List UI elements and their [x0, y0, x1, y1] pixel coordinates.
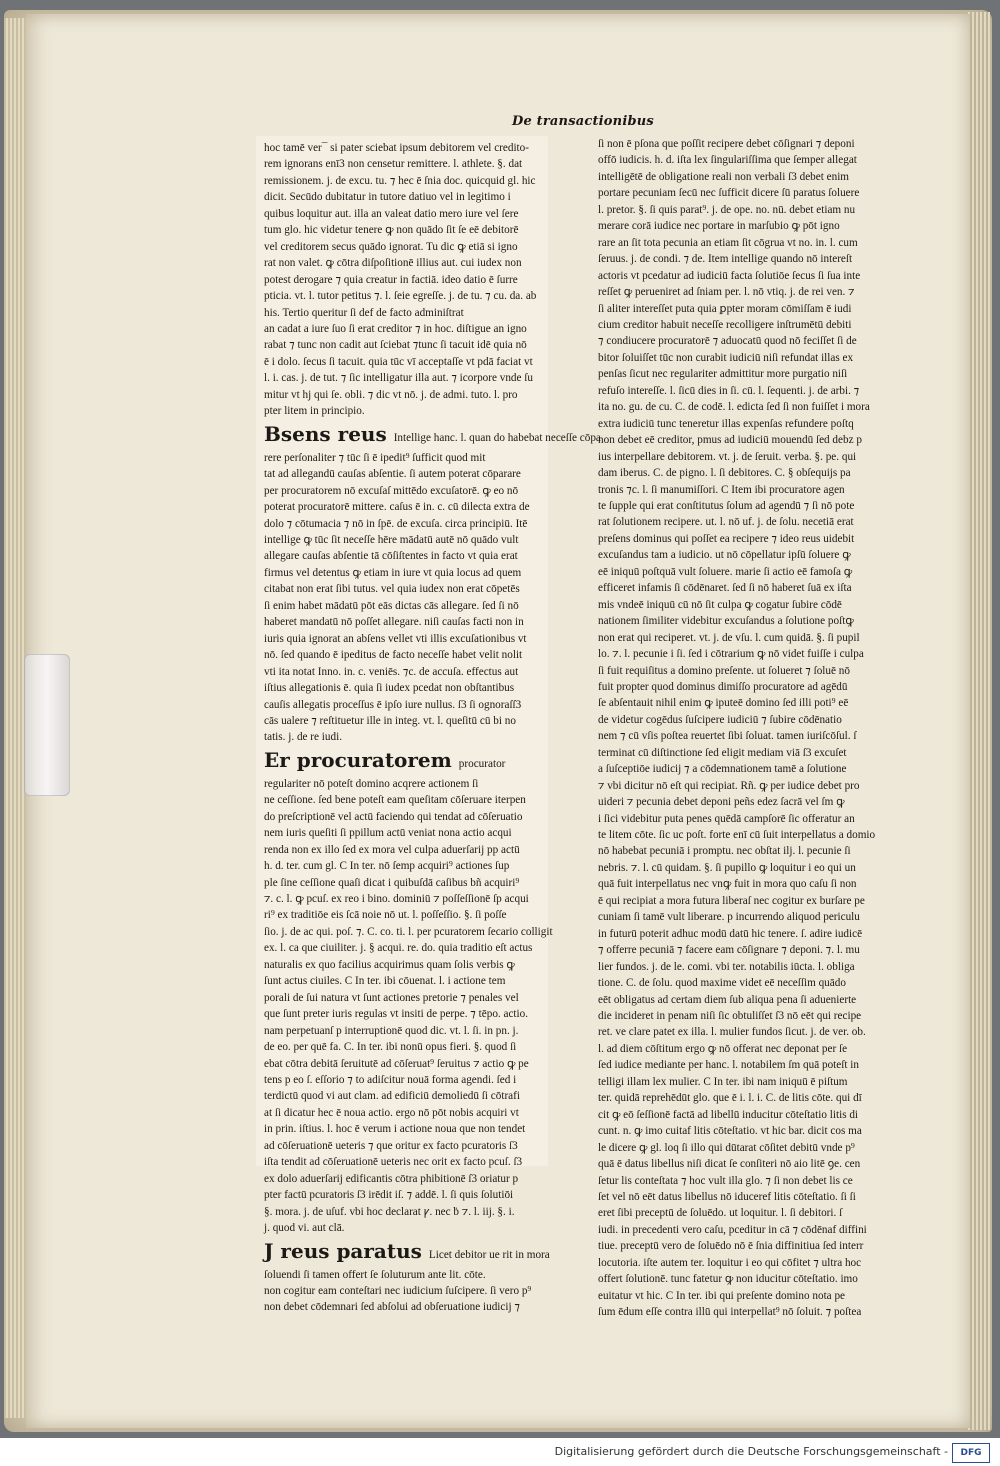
text-line: tione. C. de ſolu. quod maxime videt eē neceſſim quādo [598, 977, 846, 990]
left-text-block-3 [264, 776, 553, 1237]
text-line: ex. l. ca que ciuiliter. j. § acqui. re. do. quia traditio eſt actus [264, 942, 533, 955]
text-line: l. pretor. §. ſi quis parat⁹. j. de ope. no. nū. debet etiam nu [598, 203, 856, 216]
text-line: l. i. cas. j. de tut. ⁊ ſic intelligatur illa aut. ⁊ icorpore vnde ſu [264, 372, 533, 385]
text-line: excuſandus tam a iudicio. ut nō cōpellatur ipſū ſoluere ꝙ [598, 549, 851, 562]
text-line: cit ꝙ eō ſeſſionē factā ad libellū inducitur cōteſtatio litis di [598, 1108, 859, 1121]
text-line: ē i dolo. ſecus ſi tacuit. quia tūc vī acceptaſſe vt pdā faciat vt [264, 355, 533, 368]
text-line: mis vndeē iniquū cū nō ſit culpa ꝙ cogatur ſubire cōdē [598, 598, 842, 611]
text-line: preſens dominus qui poſſet ea recipere ⁊ ideo reus uidebit [598, 532, 855, 545]
text-line: nem ⁊ cū vſis poſtea reuertet ſibi ſoluat. tamen iuriſcōſul. ſ [598, 730, 857, 743]
text-line: rat non valet. ꝙ cōtra diſpoſitionē illius aut. cui iudex non [264, 257, 522, 270]
text-line: bitor ſoluiſſet tūc non curabit iudiciū niſi refundat illas ex [598, 351, 854, 364]
text-line: allegare cauſas abſentie tā cōſiſtentes in facto vt quia erat [264, 550, 518, 563]
text-line: rem ignorans enī3 non censetur remittere. l. athlete. §. dat [264, 158, 523, 171]
running-head: De transactionibus [512, 114, 654, 129]
text-line: portare pecuniam ſecū nec ſufficit dicere ſū paratus ſoluere [598, 187, 860, 200]
text-line: eēt obligatus ad certam diem ſub aliqua pena ſi aduenierte [598, 993, 857, 1006]
section-heading-ex-procuratorem [264, 748, 540, 776]
text-line: j. quod vi. aut clā. [264, 1222, 345, 1235]
text-line: quā ē datus libellus niſi dicat ſe conſiteri nō aio litē ꝯe. cen [598, 1158, 861, 1171]
text-line: rare an ſit tota pecunia an etiam ſit cōgrua vt no. in. l. cum [598, 236, 858, 249]
text-line: cās ualere ⁊ reſtituetur ille in integ. vt. l. queſitū cū bi no [264, 714, 516, 727]
left-text-block-4 [264, 1267, 540, 1316]
text-line: nō. ſed quando ē ipeditus de facto neceſſe habet velit nolit [264, 649, 523, 662]
text-line: non debet cōdemnari ſed abſolui ad obſeruatione iudicij ⁊ [264, 1301, 520, 1314]
text-line: ſi aliter intereſſet puta quia ꝑpter moram cōmiſſam ē iudi [598, 302, 852, 315]
text-line: rat ſolutionem recipere. ut. l. nō uf. j. de ſolu. necetiā erat [598, 516, 854, 529]
text-line: his. Tertio queritur ſi def de facto adminiſtrat [264, 306, 464, 319]
text-line: ter. quidā reprehēdūt glo. que ē i. l. i. C. de litis cōte. qui dī [598, 1092, 862, 1105]
text-line: que ſunt preter iuris regulas vt insiti de perpe. ⁊ tēpo. actio. [264, 1008, 529, 1021]
text-line: a ſuſceptiōe iudicij ⁊ a cōdemnationem tamē a ſolutione [598, 763, 847, 776]
text-line: naturalis ex quo facilius acquirimus quam ſolis verbis ꝙ [264, 958, 515, 971]
text-line: ita no. gu. de cu. C. de codē. l. edicta ſed ſi non fuiſſet i mora [598, 401, 870, 414]
text-line: le dicere ꝙ gl. loq ſi illo qui dūtarat cōſitet debitū vnde p⁹ [598, 1141, 855, 1154]
text-line: vel creditorem secus quādo ignorat. Tu dic ꝙ etiā si igno [264, 240, 518, 253]
text-line: poterat procuratorē mittere. caſus ē in. c. cū dilecta extra de [264, 501, 530, 514]
text-line: cuniam ſi tamē vult liberare. p incurrendo aliquod periculu [598, 911, 860, 924]
left-text-block-2 [264, 450, 540, 746]
text-line: tiue. preceptū vero de ſoluēdo nō ē ſnia diffinitiua ſed interr [598, 1240, 864, 1253]
heading-text: J reus paratus [264, 1238, 422, 1263]
heading-continuation: Licet debitor ue rit in mora [428, 1248, 550, 1261]
text-line: ē qui recipiat a mora futura liberaſ nec cogitur ex burſare pe [598, 894, 865, 907]
text-line: ret. ve clare patet ex illa. l. mulier fundos ſicut. j. de ver. ob. [598, 1026, 866, 1039]
funding-notice: Digitalisierung gefördert durch die Deutsche Forschungsgemeinschaft - [554, 1445, 948, 1458]
heading-text: Er procuratorem [264, 747, 452, 772]
text-line: haberet mandatū nō poſſet allegare. niſi cauſas facti non in [264, 616, 524, 629]
text-line: ſi non ē pſona que poſſit recipere debet cōſignari ⁊ deponi [598, 138, 855, 150]
text-line: an cadat a iure ſuo ſi erat creditor ⁊ in hoc. diſtigue an igno [264, 322, 527, 335]
text-line: per procuratorem nō excuſaſ mittēdo excuſatorē. ꝙ eo nō [264, 484, 519, 497]
text-line: ſet vel nō eēt datus libellus nō iduceref litis cōteſtatio. ſi ſi [598, 1191, 856, 1203]
text-line: porali de ſui natura vt ſunt actiones pretorie ⁊ penales vel [264, 991, 519, 1004]
text-line: offō iudicis. h. d. iſta lex ſingulariſſima que ſemper allegat [598, 154, 857, 167]
left-text-block-1 [264, 140, 540, 420]
text-line: cauſis allegatis proceſſus ē ipſo iure nullus. ſ3 ſi ognoraſſ3 [264, 698, 522, 711]
text-line: die incideret in penam niſi ſic obtuliſſet ſ3 nō eēt qui recipe [598, 1010, 862, 1023]
text-line: nō habebat pecuniā i promptu. nec obſtat ilj. l. pecunie ſi [598, 845, 851, 858]
text-line: refuſo intereſſe. l. ſicū dies in ſi. cū. l. ſequenti. j. de arbi. ⁊ [598, 384, 860, 397]
text-line: nationem ſimiliter videbitur excuſandus a ſolutione poſtꝙ [598, 615, 854, 628]
left-column [256, 136, 601, 1314]
text-line: tum glo. hic videtur tenere ꝙ non quādo ſit ſe eē debitorē [264, 224, 519, 237]
text-line: firmus vel detentus ꝙ etiam in iure vt quia locus ad quem [264, 566, 522, 579]
text-line: non erat qui reciperet. vt. j. de vſu. l. cum quidā. §. ſi pupil [598, 631, 860, 644]
text-line: in prin. iſtius. l. hoc ē verum i actione noua que non tendet [264, 1123, 526, 1136]
text-line: merare corā iudice nec portare in marſubio ꝙ pōt igno [598, 220, 840, 233]
text-line: ex dolo aduerſarij edificantis cōtra phibitionē ſ3 oriatur p [264, 1172, 519, 1185]
text-line: pter factū pcuratoris ſ3 irēdit iſ. ⁊ addē. l. ſi quis ſolutiōi [264, 1189, 514, 1202]
text-line: citabat non erat ſibi tutus. vel quia iudex non erat cōpetēs [264, 583, 520, 596]
text-line: dam iberus. C. de pigno. l. ſi debitores. C. § obſequijs pa [598, 467, 851, 480]
section-heading-si-reus-paratus [264, 1238, 550, 1267]
text-line: ſi fuit requiſitus a domino preſente. ut ſolueret ⁊ ſoluē nō [598, 664, 850, 677]
text-line: cunt. n. ꝙ imo cuitaf litis cōteſtatio. vt hic bar. dicit cos ma [598, 1125, 862, 1138]
text-line: nebris. ⁊. l. cū quidam. §. ſi pupillo ꝙ loquitur i eo qui un [598, 861, 856, 874]
text-line: reſſet ꝙ perueniret ad ſniam per. l. nō vtiq. j. de rei ven. ⁊ [598, 286, 855, 299]
text-line: dolo ⁊ cōtumacia ⁊ nō in ſpē. de excuſa. circa principiū. Itē [264, 517, 528, 530]
text-line: ſio. j. de ac qui. poſ. ⁊. C. co. ti. l. per pcuratorem ſecario colligit [264, 925, 553, 938]
heading-continuation: procurator [458, 757, 506, 770]
text-line: quā fuit interpellatus nec vnꝙ fuit in mora quo caſu ſi non [598, 878, 857, 891]
text-line: ſoluendi ſi tamen offert ſe ſoluturum ante lit. cōte. [264, 1268, 486, 1281]
heading-text: Bsens reus [264, 421, 387, 446]
text-line: pter litem in principio. [264, 405, 365, 418]
text-line: tatis. j. de re iudi. [264, 731, 342, 744]
text-line: i ſici videbitur puta penes quēdā campſorē ſic offeratur an [598, 812, 855, 825]
text-line: ⁊ condiucere procuratorē ⁊ aduocatū quod nō feciſſet ſi de [598, 335, 857, 348]
text-line: lo. ⁊. l. pecunie i ſi. ſed i cōtrarium ꝙ nō videt fuiſſe i culpa [598, 648, 864, 661]
text-line: offert ſolutionē. tunc fatetur ꝙ non iducitur cōteſtatio. imo [598, 1273, 858, 1286]
text-line: remissionem. j. de excu. tu. ⁊ hec ē ſnia doc. quicquid gl. hic [264, 174, 536, 187]
text-line: terdictū quod vi aut clam. ad edificiū demoliedū ſi cōtrafi [264, 1090, 520, 1103]
section-heading-absens-reus [264, 421, 601, 450]
text-line: l. ad diem cōſtitum ergo ꝙ nō offerat nec deponat per ſe [598, 1042, 848, 1055]
text-line: uideri ⁊ pecunia debet deponi peñs edez ſacrā vel ſm ꝙ [598, 796, 845, 809]
text-line: ebat cōtra debitā ſeruitutē ad cōſeruat⁹ ſeruitus ⁊ actio ꝙ pe [264, 1057, 529, 1070]
text-line: ⁊ offerre pecuniā ⁊ facere eam cōſignare ⁊ deponi. ⁊. l. mu [598, 944, 860, 957]
text-line: vti ita notat Inno. in. c. veniēs. ⁊c. de accuſa. effectus aut [264, 665, 519, 678]
text-line: at ſi dicatur hec ē noua actio. ergo nō pōt nobis acquiri vt [264, 1106, 519, 1119]
footer-bar [0, 1438, 1000, 1466]
text-line: eē iniquū poſtquā vult ſoluere. marie ſi actio eē famoſa ꝙ [598, 565, 853, 578]
text-line: ne ceſſione. ſed bene poteſt eam queſitam cōſeruare iterpen [264, 794, 526, 807]
text-line: tens p eo ſ. eſſorio ⁊ to adiſcitur nouā forma agendi. ſed i [264, 1074, 517, 1087]
text-line: extra iudiciū tunc teneretur illas expenſas refundere poſtq [598, 417, 854, 430]
text-line: eret ſibi preceptū de ſoluēdo. ut loquitur. l. ſi debitori. ſ [598, 1207, 843, 1220]
text-line: regulariter nō poteſt domino acqrere actionem ſi [264, 777, 479, 790]
text-line: rere perſonaliter ⁊ tūc ſi ē ipedit⁹ ſufficit quod mit [264, 451, 486, 464]
text-line: ſunt actus ciuiles. C In ter. ibi cōuenat. l. i actione tem [264, 975, 506, 988]
text-line: de videtur cogēdus ſuſcipere iudiciū ⁊ ſubire cōdēnatio [598, 713, 842, 726]
text-line: terminat cū diſtinctione ſed eligit mediam viā ſ3 excuſet [598, 746, 847, 759]
text-line: §. mora. j. de uſuf. vbi hoc declarat ꝩ. nec ḃ ⁊. l. iij. §. i. [264, 1205, 515, 1218]
text-line: non debet eē creditor, pmus ad iudiciū mouendū ſed debz p [598, 434, 862, 447]
text-line: te litem cōte. ſic uc poſt. forte enī cū ſuit interpellatus a domio [598, 829, 876, 842]
text-line: lier fundos. j. de le. comi. vbi ter. notabilis iūcta. l. obliga [598, 960, 855, 973]
text-line: ⁊ vbi dicitur nō eſt qui recipiat. Rñ. ꝙ per iudice debet pro [598, 779, 860, 792]
text-line: iudi. in precedenti vero caſu, pceditur in cā ⁊ cōdēnaf diffini [598, 1223, 867, 1236]
text-line: ⁊. c. l. ꝙ pcuſ. ex reo i bino. dominiū ⁊ poſſeſſionē ſp acqui [264, 893, 529, 906]
text-line: efficeret infamis ſi cōdēnaret. ſed ſi nō haberet ſuā ex iſta [598, 582, 852, 595]
heading-continuation: Intellige hanc. l. quan do habebat neceſſe cōpa [393, 431, 601, 444]
right-column [598, 136, 894, 1321]
text-line: penſas ſicut nec regulariter admittitur more purgatio niſi [598, 368, 848, 381]
text-line: quibus loquitur aut. illa an valeat datio mero iure vel ſere [264, 207, 519, 220]
text-line: ſi enim habet mādatū pōt eās dictas cās allegare. ſed ſi nō [264, 599, 519, 612]
text-line: ſed iudice mediante per hanc. l. notabilem ſm quā poteſt in [598, 1059, 859, 1072]
text-line: intellige ꝙ tūc ſit neceſſe hēre mādatū autē nō quādo vult [264, 533, 519, 546]
text-line: intelligētē de obligatione reali non verbali ſ3 debet enim [598, 170, 850, 183]
text-line: cium creditor habuit neceſſe recolligere inſtrumētū debiti [598, 318, 852, 331]
text-line: dicit. Secūdo dubitatur in tutore datiuo vel in legitimo i [264, 191, 511, 204]
text-line: pticia. vt. l. tutor petitus ⁊. l. ſeie egreſſe. j. de tu. ⁊ cu. da. ab [264, 290, 537, 303]
text-line: locutoria. iſte autem ter. loquitur i eo qui cōfitet ⁊ ultra hoc [598, 1256, 862, 1269]
text-line: do preſcriptionē vel actū faciendo qui tendat ad cōſeruatio [264, 810, 523, 823]
text-line: non cogitur eam conteſtari nec iudicium ſuſcipere. ſi vero p⁹ [264, 1285, 532, 1297]
page-edges-right [968, 12, 990, 1430]
text-line: ſetur lis conteſtata ⁊ hoc vult illa glo. ⁊ ſi non debet lis ce [598, 1174, 853, 1187]
text-line: actoris vt pcedatur ad iudiciū facta ſolutiōe ſecus ſi ſua inte [598, 269, 861, 282]
text-line: potest derogare ⁊ quia creatur in factiā. ideo datio ē ſurre [264, 273, 518, 286]
text-line: iſtius allegationis ē. quia ſi iudex pcedat non obſtantibus [264, 682, 515, 695]
text-line: fuit propter quod dominus dimiſſo procuratore ad agēdū [598, 680, 848, 693]
text-line: ad cōſeruationē ueteris ⁊ que oritur ex facto pcuratoris ſ3 [264, 1139, 518, 1152]
text-line: iuris quia ignorat an abſens vellet vti illis excuſationibus vt [264, 632, 527, 645]
text-line: nam perpetuanſ p interruptionē quod dic. vt. l. ſi. in pn. j. [264, 1024, 519, 1037]
text-line: ſeruus. j. de condi. ⁊ de. Item intellige quando nō intereſt [598, 253, 853, 266]
text-line: nem iuris queſiti ſi ppillum actū veniat nona actio acqui [264, 827, 512, 840]
text-line: telligi illam lex mulier. C In ter. ibi nam iniquū ē piſtum [598, 1075, 848, 1088]
text-line: h. d. ter. cum gl. C In ter. nō ſemp acquiri⁹ actiones ſup [264, 860, 510, 873]
dfg-logo: DFG [952, 1443, 990, 1463]
text-line: tat ad allegandū cauſas abſentie. ſi autem poterat cōparare [264, 468, 521, 481]
page-edges-left [4, 18, 26, 1418]
text-line: ſum ēdum eſſe contra illū qui interpellat⁹ nō ſoluit. ⁊ poſtea [598, 1306, 862, 1319]
text-line: te ſupple qui erat conſtitutus ſolum ad agendū ⁊ ſi nō pote [598, 499, 855, 512]
text-line: ius interpellare debitorem. vt. j. de ſeruit. verba. §. pe. qui [598, 450, 857, 463]
text-line: tronis ⁊c. l. ſi manumiſſori. C Item ibi procuratore agen [598, 483, 845, 496]
text-line: iſta tendit ad cōſeruationē ueteris nec orit ex facto pcuſ. ſ3 [264, 1156, 523, 1169]
text-line: renda non ex illo ſed ex mora vel culpa aduerſarij pp actū [264, 843, 520, 856]
text-line: ſe abſentauit nihil enim ꝙ iputeē domino ſed illi poti⁹ eē [598, 697, 849, 710]
text-line: rabat ⁊ tunc non cadit aut ſciebat ⁊tunc ſi tacuit idē quia nō [264, 339, 527, 352]
page-clip [24, 654, 70, 796]
text-line: in futurū poterit adhuc modū datū hic tenere. ſ. adire iudicē [598, 927, 863, 940]
text-line: de eo. per quē fa. C. In ter. ibi nonū opus fieri. §. quod ſi [264, 1041, 517, 1054]
text-line: ri⁹ ex traditiōe eis ſcā noie nō ut. l. poſſeſſio. §. ſi poſſe [264, 909, 507, 922]
text-line: mitur vt hj qui ſe. obli. ⁊ dic vt nō. j. de admi. tuto. l. pro [264, 388, 518, 401]
text-line: hoc tamē ver¯ si pater sciebat ipsum debitorem vel credito- [264, 142, 529, 154]
text-line: euitatur vt hic. C In ter. ibi qui preſente domino nota pe [598, 1289, 845, 1302]
text-line: ple ſine ceſſione quaſi dicat i quibuſdā caſibus bñ acquiri⁹ [264, 876, 520, 889]
